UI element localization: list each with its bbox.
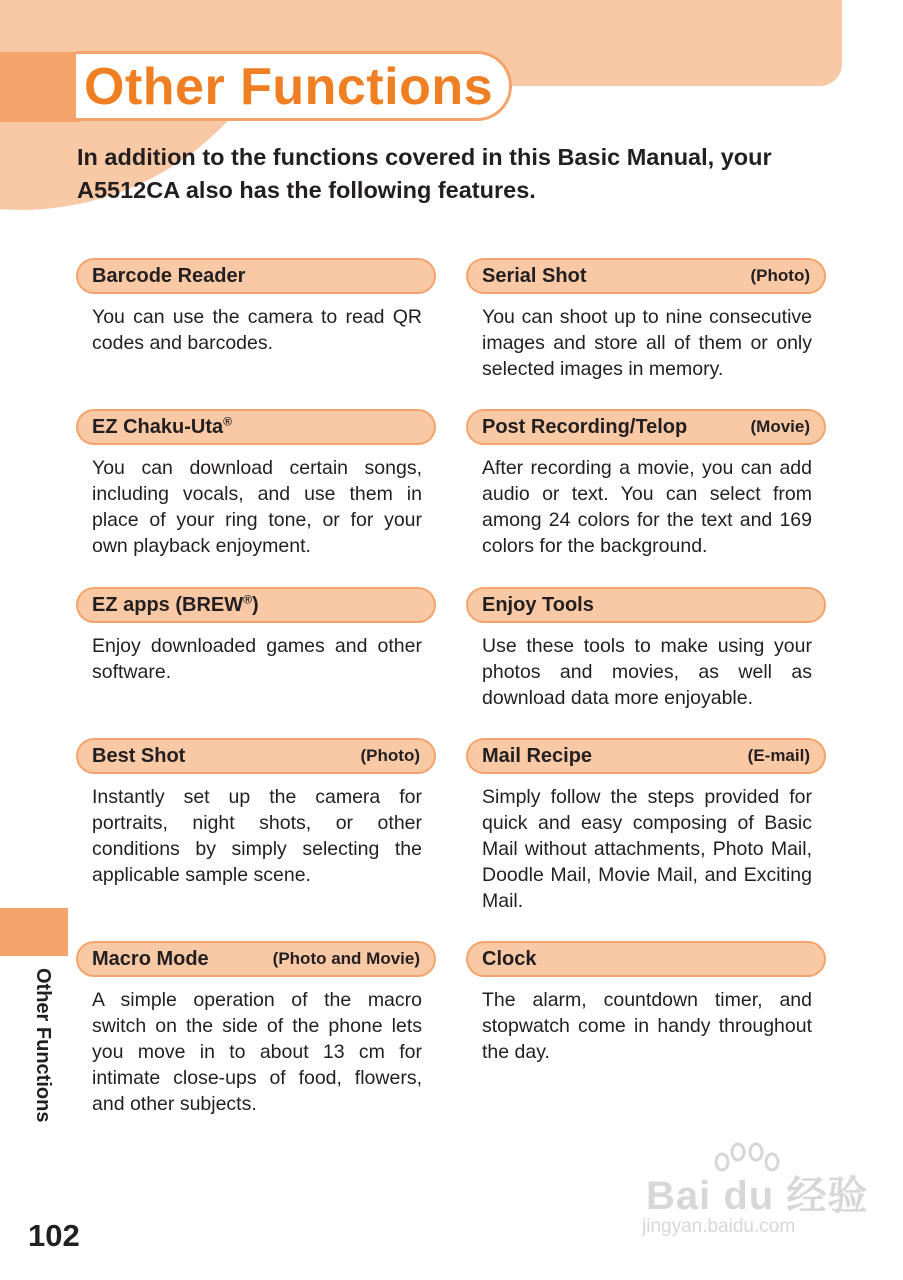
feature-title: Macro Mode	[92, 947, 209, 970]
feature-title: Serial Shot	[482, 264, 587, 287]
feature-title: EZ Chaku-Uta®	[92, 413, 232, 438]
feature-tag: (Photo and Movie)	[272, 949, 420, 968]
baidu-watermark	[640, 1142, 869, 1247]
feature-title: EZ apps (BREW®)	[92, 591, 259, 616]
feature-header	[76, 587, 436, 623]
intro-text: In addition to the functions covered in this Basic Manual, your A5512CA also has the following features.	[77, 144, 772, 203]
feature-tag: (Photo)	[360, 746, 420, 765]
feature-enjoy-tools	[466, 587, 826, 711]
watermark-logo: Bai du 经验	[646, 1174, 869, 1218]
feature-tag: (Movie)	[750, 417, 810, 436]
feature-description: The alarm, countdown timer, and stopwatch come in handy throughout the day.	[482, 989, 812, 1063]
feature-description: You can use the camera to read QR codes and barcodes.	[92, 306, 422, 354]
page-title: Other Functions	[84, 58, 494, 116]
feature-description: You can shoot up to nine consecutive images and store all of them or only selected images in memory.	[482, 306, 812, 380]
watermark-url: jingyan.baidu.com	[642, 1216, 796, 1237]
feature-header	[466, 941, 826, 977]
feature-description: Simply follow the steps provided for quick and easy composing of Basic Mail without attachments, Photo Mail, Doodle Mail, Movie Mail, and Exciting Mail.	[482, 786, 812, 912]
registered-mark: ®	[243, 591, 252, 606]
feature-clock	[466, 941, 826, 1065]
feature-ez-chaku-uta	[76, 409, 436, 559]
feature-barcode-reader	[76, 258, 436, 356]
feature-header	[466, 738, 826, 774]
feature-description: A simple operation of the macro switch on the side of the phone lets you move in to about 13 cm for intimate close-ups of food, flowers, and other subjects.	[92, 989, 422, 1115]
feature-header	[466, 409, 826, 445]
feature-post-recording-telop	[466, 409, 826, 559]
feature-best-shot	[76, 738, 436, 888]
feature-description: Instantly set up the camera for portraits, night shots, or other conditions by simply selecting the applicable sample scene.	[92, 786, 422, 886]
feature-description: After recording a movie, you can add audio or text. You can select from among 24 colors for the text and 169 colors for the background.	[482, 457, 812, 557]
feature-title: Enjoy Tools	[482, 593, 594, 616]
registered-mark: ®	[223, 413, 232, 428]
feature-serial-shot	[466, 258, 826, 382]
title-accent	[0, 52, 80, 122]
feature-header	[76, 258, 436, 294]
feature-description: You can download certain songs, including vocals, and use them in place of your ring tone, or for your own playback enjoyment.	[92, 457, 422, 557]
feature-header	[466, 587, 826, 623]
feature-ez-apps	[76, 587, 436, 685]
side-section-label: Other Functions	[32, 968, 54, 1123]
feature-tag: (Photo)	[750, 266, 810, 285]
feature-description: Enjoy downloaded games and other software.	[92, 635, 422, 683]
feature-title: Mail Recipe	[482, 744, 593, 767]
feature-header	[76, 941, 436, 977]
page-number: 102	[28, 1218, 80, 1253]
feature-header	[76, 409, 436, 445]
feature-macro-mode	[76, 941, 436, 1117]
feature-header	[466, 258, 826, 294]
feature-header	[76, 738, 436, 774]
feature-tag: (E-mail)	[747, 746, 810, 765]
feature-mail-recipe	[466, 738, 826, 914]
feature-title: Best Shot	[92, 744, 186, 767]
feature-title: Barcode Reader	[92, 264, 246, 287]
feature-title: Post Recording/Telop	[482, 415, 688, 438]
feature-description: Use these tools to make using your photos and movies, as well as download data more enjoyable.	[482, 635, 812, 709]
feature-title: Clock	[482, 947, 537, 970]
side-index-tab	[0, 908, 68, 956]
